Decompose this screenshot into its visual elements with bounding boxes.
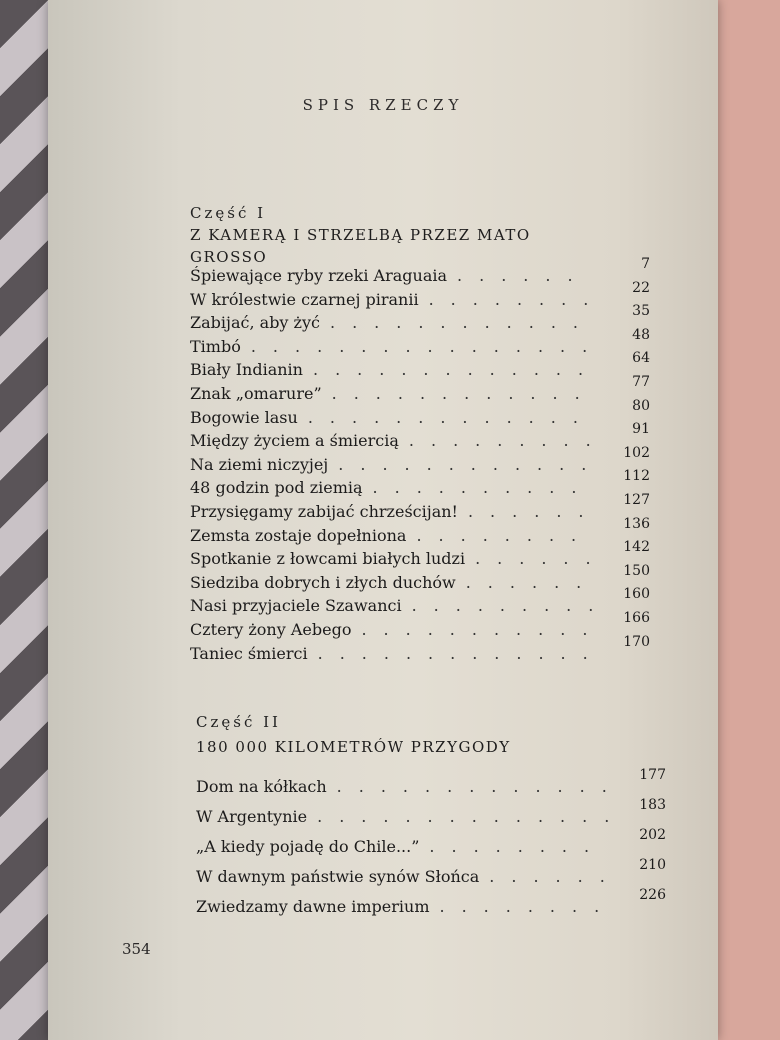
toc-leader-dots: ............ [338, 454, 604, 474]
toc-entry [190, 562, 650, 595]
part-2-title: 180 000 KILOMETRÓW PRZYGODY [196, 738, 511, 756]
part-1-label: Część I [190, 204, 267, 222]
toc-leader-dots: ................ [250, 336, 605, 356]
toc-entry-title: Między życiem a śmiercią [190, 431, 399, 451]
toc-entry [190, 350, 650, 382]
toc-leader-dots: ......... [411, 596, 611, 616]
toc-entry-title: Przysięgamy zabijać chrześcijan! [190, 502, 458, 521]
part-1-title-line-1: Z KAMERĄ I STRZELBĄ PRZEZ MATO [190, 226, 531, 244]
toc-entry [190, 468, 650, 500]
toc-entry [196, 767, 666, 799]
toc-entry-title: Spotkanie z łowcami białych ludzi [190, 549, 466, 569]
toc-leader-dots: ........ [429, 837, 607, 856]
part-1-title-line-2: GROSSO [190, 248, 268, 266]
toc-entry-title: Zemsta zostaje dopełniona [190, 525, 407, 545]
toc-entry-page: 142 [623, 539, 650, 556]
toc-entry-title: W królestwie czarnej piranii [190, 289, 419, 309]
toc-entry-page: 77 [632, 374, 650, 390]
toc-entry-page: 80 [632, 397, 650, 414]
toc-entry-title: Biały Indianin [190, 360, 303, 380]
toc-leader-dots: ............. [336, 777, 624, 796]
toc-title: SPIS RZECZY [302, 96, 464, 114]
toc-entry-page: 170 [623, 633, 650, 650]
toc-entry-title: Zwiedzamy dawne imperium [196, 897, 430, 916]
toc-entry-title: W Argentynie [196, 807, 308, 826]
toc-entry-title: Nasi przyjaciele Szawanci [190, 596, 402, 616]
toc-entry-page: 112 [623, 468, 650, 485]
toc-entry-title: „A kiedy pojadę do Chile...” [196, 837, 420, 856]
toc-entry-page: 166 [623, 610, 650, 626]
toc-entry [190, 586, 650, 618]
toc-entry-page: 102 [623, 444, 650, 461]
toc-leader-dots: ........... [361, 620, 605, 639]
toc-entry-title: 48 godzin pod ziemią [190, 478, 363, 498]
toc-leader-dots: ...... [465, 572, 599, 592]
toc-entry-page: 64 [632, 350, 650, 367]
toc-entry-page: 136 [623, 515, 650, 532]
toc-entry-page: 127 [623, 492, 650, 508]
toc-leader-dots: ...... [475, 549, 608, 569]
toc-entry-page: 210 [639, 857, 666, 873]
toc-leader-dots: ...... [467, 502, 601, 521]
toc-entry-title: Siedziba dobrych i złych duchów [190, 572, 456, 592]
toc-entry-page: 35 [632, 303, 650, 320]
toc-entry-page: 226 [639, 887, 666, 903]
toc-leader-dots: .......... [372, 478, 594, 498]
toc-entry-page: 160 [623, 586, 650, 603]
toc-entry [190, 303, 650, 335]
toc-entry-page: 91 [632, 421, 650, 438]
toc-entry-title: W dawnym państwie synów Słońca [196, 867, 480, 886]
toc-entry [190, 492, 650, 524]
toc-leader-dots: ......... [408, 431, 608, 451]
toc-leader-dots: ........ [428, 289, 606, 309]
toc-entry-page: 150 [623, 562, 650, 579]
toc-entry-title: Bogowie lasu [190, 407, 298, 427]
toc-entry-page: 183 [639, 797, 666, 813]
toc-entry-page: 22 [632, 279, 650, 296]
toc-entry [190, 515, 650, 548]
toc-leader-dots: ........ [439, 897, 617, 916]
toc-entry-title: Znak „omarure” [190, 384, 322, 403]
toc-leader-dots: ............. [307, 407, 595, 427]
toc-entry-title: Na ziemi niczyjej [190, 454, 329, 474]
toc-entry-title: Cztery żony Aebego [190, 620, 352, 639]
book-page [48, 0, 718, 1040]
toc-entry [190, 444, 650, 477]
toc-entry [196, 887, 666, 919]
part-2-label: Część II [196, 713, 281, 731]
toc-entry-title: Śpiewające ryby rzeki Araguaia [190, 266, 448, 285]
toc-entry [190, 397, 650, 430]
toc-entry [190, 633, 650, 666]
toc-leader-dots: ............. [312, 360, 601, 380]
toc-entry-title: Taniec śmierci [190, 643, 308, 663]
toc-entry [196, 857, 666, 889]
toc-entry-title: Zabijać, aby żyć [190, 313, 320, 333]
toc-entry [190, 374, 650, 406]
toc-entry-page: 48 [632, 326, 650, 343]
toc-entry [190, 326, 650, 359]
toc-entry [196, 827, 666, 859]
toc-entry-page: 177 [639, 767, 666, 783]
toc-entry [190, 421, 650, 453]
toc-entry-title: Dom na kółkach [196, 777, 327, 796]
toc-entry [190, 539, 650, 571]
toc-leader-dots: ...... [489, 867, 622, 886]
toc-entry-title: Timbó [190, 336, 241, 356]
toc-entry-page: 7 [641, 256, 650, 272]
toc-leader-dots: ...... [457, 266, 590, 285]
toc-leader-dots: ........ [416, 525, 594, 545]
toc-leader-dots: ............ [331, 384, 597, 403]
toc-leader-dots: ............ [329, 313, 596, 333]
toc-leader-dots: .............. [317, 807, 627, 826]
toc-leader-dots: ............. [317, 643, 605, 663]
toc-entry [190, 610, 650, 642]
toc-entry [196, 797, 666, 829]
page-number: 354 [122, 940, 151, 958]
toc-entry-page: 202 [639, 827, 666, 843]
toc-entry [190, 279, 650, 312]
